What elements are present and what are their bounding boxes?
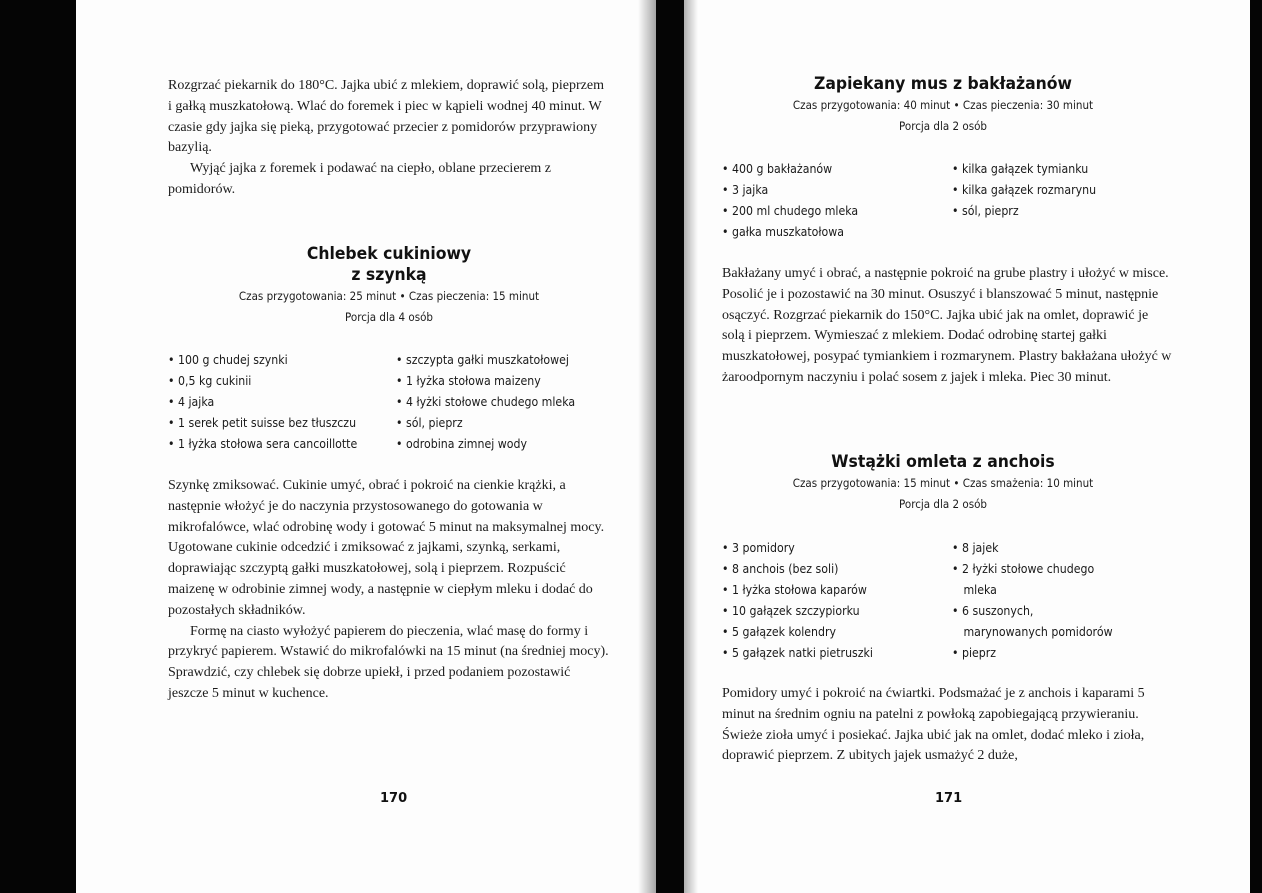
ingredient-item: • sól, pieprz <box>396 412 590 433</box>
method-paragraph: Pomidory umyć i pokroić na ćwiartki. Podsmażać je z anchois i kaparami 5 minut na średnim ogniu na patelni z powłoką zapobiegającą przywieraniu. Świeże zioła umyć i posiekać. Jajka ubić jak na omlet, dodać mleko i zioła, doprawić pieprzem. Z ubitych jajek usmażyć 2 duże, <box>722 686 1145 764</box>
ingredient-item: • 4 łyżki stołowe chudego mleka <box>396 391 590 412</box>
method-text-wstazki <box>722 684 1174 767</box>
ingredient-item: • kilka gałązek rozmarynu <box>952 179 1146 200</box>
recipe-servings: Porcja dla 4 osób <box>344 310 434 324</box>
recipe-header-wstazki <box>722 452 1164 515</box>
ingredients-left-column <box>722 158 942 242</box>
ingredient-item: • 1 łyżka stołowa sera cancoillotte <box>168 433 362 454</box>
ingredient-item-continuation: mleka <box>963 582 997 597</box>
page-number: 170 <box>380 791 408 806</box>
ingredients-left-column <box>722 537 942 663</box>
ingredient-item: • 400 g bakłażanów <box>722 158 916 179</box>
page-left <box>76 0 656 893</box>
ingredient-item: • sól, pieprz <box>952 200 1146 221</box>
ingredient-item: • szczypta gałki muszkatołowej <box>396 349 590 370</box>
recipe-servings: Porcja dla 2 osób <box>898 119 988 133</box>
ingredient-item: • 100 g chudej szynki <box>168 349 362 370</box>
intro-paragraph-1: Rozgrzać piekarnik do 180°C. Jajka ubić z mlekiem, doprawić solą, pieprzem i gałką muszkatołową. Wlać do foremek i piec w kąpieli wodnej 40 minut. W czasie gdy jajka się pieką, przygotować przecier z pomidorów przyprawiony bazylią. <box>168 78 604 156</box>
ingredient-item: • 5 gałązek kolendry <box>722 621 916 642</box>
ingredient-item: • odrobina zimnej wody <box>396 433 590 454</box>
recipe-times: Czas przygotowania: 15 minut • Czas smażenia: 10 minut <box>792 476 1094 490</box>
ingredient-item: • 8 jajek <box>952 537 1146 558</box>
recipe-title-line2: z szynką <box>351 265 427 285</box>
method-paragraph-2: Formę na ciasto wyłożyć papierem do pieczenia, wlać masę do formy i przykryć papierem. Wstawić do mikrofalówki na 15 minut (na średniej mocy). Sprawdzić, czy chlebek się dobrze upiekł, i przed podaniem pozostawić jeszcze 5 minut w kuchence. <box>168 623 609 701</box>
scan-spine <box>652 0 688 893</box>
recipe-title: Zapiekany mus z bakłażanów <box>813 74 1073 94</box>
recipe-title-line1: Chlebek cukiniowy <box>306 244 472 264</box>
ingredient-item: • 3 jajka <box>722 179 916 200</box>
ingredient-item: • 200 ml chudego mleka <box>722 200 916 221</box>
ingredient-item: • 5 gałązek natki pietruszki <box>722 642 916 663</box>
ingredient-item: • 4 jajka <box>168 391 362 412</box>
method-text-zapiekany <box>722 264 1174 389</box>
ingredient-item: • 8 anchois (bez soli) <box>722 558 916 579</box>
scan-edge-left <box>0 0 80 893</box>
ingredient-item: • 1 łyżka stołowa kaparów <box>722 579 916 600</box>
ingredients-right-column <box>396 349 616 454</box>
ingredient-item: • pieprz <box>952 642 1146 663</box>
ingredient-item: • 10 gałązek szczypiorku <box>722 600 916 621</box>
ingredients-left-column <box>168 349 388 454</box>
ingredient-item-continuation: marynowanych pomidorów <box>963 624 1113 639</box>
method-paragraph: Bakłażany umyć i obrać, a następnie pokroić na grube plastry i ułożyć w misce. Posolić je i pozostawić na 30 minut. Osuszyć i blanszować 5 minut, następnie osączyć. Rozgrzać piekarnik do 150°C. Jajka ubić jak na omlet, doprawić je solą i pieprzem. Wymieszać z mlekiem. Dodać odrobinę startej gałki muszkatołowej, posypać tymiankiem i rozmarynem. Plastry bakłażana ułożyć w żaroodpornym naczyniu i polać sosem z jajek i mleka. Piec 30 minut. <box>722 266 1172 385</box>
page-number: 171 <box>935 791 963 806</box>
method-paragraph-1: Szynkę zmiksować. Cukinie umyć, obrać i pokroić na cienkie krążki, a następnie włożyć je do naczynia przystosowanego do gotowania w mikrofalówce, wlać odrobinę wody i gotować 5 minut na maksymalnej mocy. Ugotowane cukinie odcedzić i zmiksować z jajkami, szynką, serkami, doprawiając szczyptą gałki muszkatołowej, solą i pieprzem. Rozpuścić maizenę w odrobinie zimnej wody, a następnie w ciepłym mleku i dodać do pozostałych składników. <box>168 478 605 618</box>
ingredients-right-column <box>952 158 1172 221</box>
method-text <box>168 476 610 705</box>
recipe-times: Czas przygotowania: 25 minut • Czas pieczenia: 15 minut <box>238 289 540 303</box>
recipe-title: Wstążki omleta z anchois <box>831 452 1055 472</box>
recipe-times: Czas przygotowania: 40 minut • Czas pieczenia: 30 minut <box>792 98 1094 112</box>
ingredient-item: • 1 serek petit suisse bez tłuszczu <box>168 412 362 433</box>
recipe-servings: Porcja dla 2 osób <box>898 497 988 511</box>
ingredient-item: • kilka gałązek tymianku <box>952 158 1146 179</box>
ingredient-item: • 6 suszonych, <box>952 600 1146 621</box>
ingredient-item: • 3 pomidory <box>722 537 916 558</box>
recipe-header-chlebek <box>168 244 610 328</box>
ingredient-item: • 2 łyżki stołowe chudego <box>952 558 1146 579</box>
ingredient-item: • 1 łyżka stołowa maizeny <box>396 370 590 391</box>
intro-text <box>168 76 610 201</box>
recipe-header-zapiekany <box>722 74 1164 137</box>
page-right <box>684 0 1250 893</box>
ingredients-right-column <box>952 537 1172 663</box>
ingredient-item: • 0,5 kg cukinii <box>168 370 362 391</box>
intro-paragraph-2: Wyjąć jajka z foremek i podawać na ciepło, oblane przecierem z pomidorów. <box>168 161 552 197</box>
ingredient-item: • gałka muszkatołowa <box>722 221 916 242</box>
scan-edge-right <box>1248 0 1262 893</box>
